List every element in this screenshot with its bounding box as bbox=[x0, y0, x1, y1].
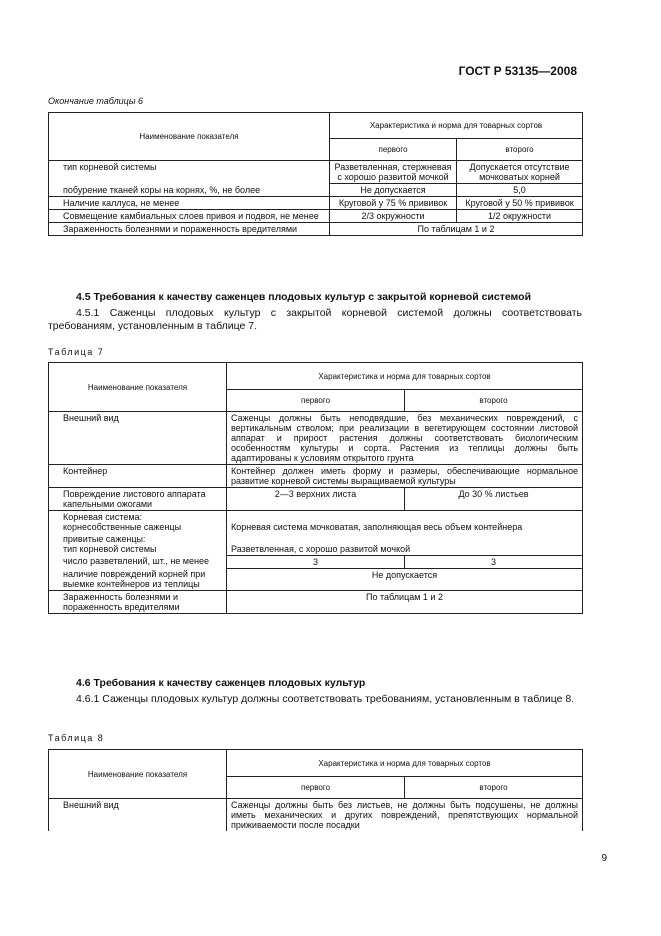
table-row bbox=[49, 197, 583, 210]
table7-cell: Корневая система мочковатая, заполняющая весь объем контейнера bbox=[227, 511, 583, 534]
table6 bbox=[48, 112, 583, 236]
table7-cell bbox=[49, 533, 227, 555]
table-row bbox=[49, 511, 583, 534]
table6-header-name: Наименование показателя bbox=[49, 113, 330, 161]
table6-cell: Разветвленная, стержневая с хорошо развитой мочкой bbox=[330, 161, 457, 184]
table7 bbox=[48, 362, 583, 614]
table-row bbox=[49, 412, 583, 465]
table6-cell: По таблицам 1 и 2 bbox=[330, 223, 583, 236]
table7-cell bbox=[49, 511, 227, 534]
table7-cell: Повреждение листового аппарата капельными ожогами bbox=[49, 488, 227, 511]
table7-cell: Разветвленная, с хорошо развитой мочкой bbox=[227, 533, 583, 555]
page-number: 9 bbox=[601, 853, 607, 864]
table7-cell: Саженцы должны быть неподвядшие, без механических повреждений, с вертикальным стволом; при реализации в вегетирующем состоянии листовой аппарат и прирост растения должны соответствовать биологическим особенностям культуры и сорта. Растения из теплицы должны быть адаптированы к условиям открытого грунта bbox=[227, 412, 583, 465]
table7-cell: Не допускается bbox=[227, 568, 583, 591]
table6-cell: Круговой у 75 % прививок bbox=[330, 197, 457, 210]
section-4-6-paragraph: 4.6.1 Саженцы плодовых культур должны соответствовать требованиям, установленным в таблице 8. bbox=[76, 693, 575, 705]
table6-cell: 1/2 окружности bbox=[457, 210, 583, 223]
table8-caption: Таблица 8 bbox=[48, 733, 105, 743]
table7-cell: Контейнер должен иметь форму и размеры, обеспечивающие нормальное развитие корневой системы выращиваемой культуры bbox=[227, 465, 583, 488]
table7-cell: число разветвлений, шт., не менее bbox=[49, 555, 227, 568]
table8-cell: Саженцы должны быть без листьев, не должны быть подсушены, не должны иметь механических и других повреждений, препятствующих нормальной приживаемости после посадки bbox=[227, 799, 583, 832]
table-row bbox=[49, 555, 583, 568]
table6-caption: Окончание таблицы 6 bbox=[48, 96, 143, 106]
table7-cell: наличие повреждений корней при выемке контейнеров из теплицы bbox=[49, 568, 227, 591]
table-row bbox=[49, 488, 583, 511]
section-4-5-title: 4.5 Требования к качеству саженцев плодовых культур с закрытой корневой системой bbox=[76, 291, 532, 303]
table6-cell: 2/3 окружности bbox=[330, 210, 457, 223]
table-row bbox=[49, 568, 583, 591]
table6-cell: Зараженность болезнями и пораженность вредителями bbox=[49, 223, 330, 236]
table8-header-char: Характеристика и норма для товарных сортов bbox=[227, 750, 583, 777]
table-row bbox=[49, 799, 583, 832]
table8-header-second: второго bbox=[405, 777, 583, 799]
table7-root-type-name: тип корневой системы bbox=[63, 544, 157, 554]
table7-own-root-name: корнесобственные саженцы bbox=[63, 522, 182, 532]
table7-grafted-head: привитые саженцы: bbox=[63, 534, 146, 544]
section-4-5-paragraph: 4.5.1 Саженцы плодовых культур с закрытой корневой системой должны соответствовать требованиям, установленным в таблице 7. bbox=[48, 307, 582, 332]
table6-cell: Не допускается bbox=[330, 184, 457, 197]
table7-cell: До 30 % листьев bbox=[405, 488, 583, 511]
table8-cell: Внешний вид bbox=[49, 799, 227, 832]
table-row bbox=[49, 533, 583, 555]
table6-header-char: Характеристика и норма для товарных сортов bbox=[330, 113, 583, 139]
table7-cell: Контейнер bbox=[49, 465, 227, 488]
table7-cell: Внешний вид bbox=[49, 412, 227, 465]
table6-cell: тип корневой системы bbox=[49, 161, 330, 184]
table7-cell: 3 bbox=[227, 555, 405, 568]
table6-cell: Совмещение камбиальных слоев привоя и подвоя, не менее bbox=[49, 210, 330, 223]
table6-cell: Круговой у 50 % прививок bbox=[457, 197, 583, 210]
table8 bbox=[48, 749, 583, 831]
table-row bbox=[49, 223, 583, 236]
table7-cell: По таблицам 1 и 2 bbox=[227, 591, 583, 614]
table7-cell: 2—3 верхних листа bbox=[227, 488, 405, 511]
table7-header-first: первого bbox=[227, 390, 405, 412]
table-row bbox=[49, 184, 583, 197]
document-id: ГОСТ Р 53135—2008 bbox=[458, 64, 577, 78]
table7-header-second: второго bbox=[405, 390, 583, 412]
table7-caption: Таблица 7 bbox=[48, 347, 105, 357]
table6-header-first: первого bbox=[330, 139, 457, 161]
table6-cell: 5,0 bbox=[457, 184, 583, 197]
table8-header-name: Наименование показателя bbox=[49, 750, 227, 799]
table7-cell: 3 bbox=[405, 555, 583, 568]
table7-header-char: Характеристика и норма для товарных сортов bbox=[227, 363, 583, 390]
table6-header-second: второго bbox=[457, 139, 583, 161]
table6-cell: побурение тканей коры на корнях, %, не более bbox=[49, 184, 330, 197]
table-row bbox=[49, 591, 583, 614]
table7-root-head: Корневая система: bbox=[63, 512, 143, 522]
table-row bbox=[49, 161, 583, 184]
table7-cell: Зараженность болезнями и пораженность вредителями bbox=[49, 591, 227, 614]
table-row bbox=[49, 465, 583, 488]
table6-cell: Допускается отсутствие мочковатых корней bbox=[457, 161, 583, 184]
table8-header-first: первого bbox=[227, 777, 405, 799]
table7-header-name: Наименование показателя bbox=[49, 363, 227, 412]
table-row bbox=[49, 210, 583, 223]
table6-cell: Наличие каллуса, не менее bbox=[49, 197, 330, 210]
section-4-6-title: 4.6 Требования к качеству саженцев плодовых культур bbox=[76, 677, 366, 689]
